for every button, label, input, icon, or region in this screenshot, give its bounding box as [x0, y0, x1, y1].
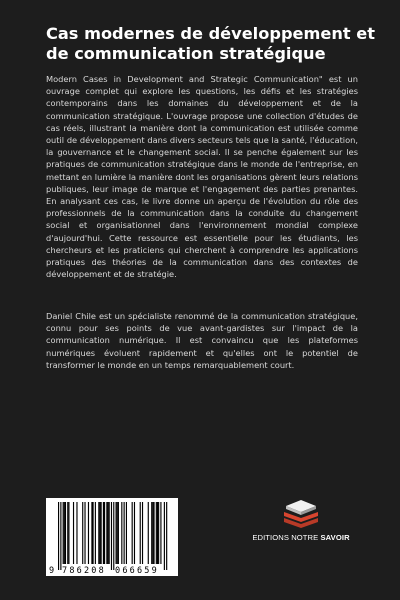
isbn-barcode — [46, 498, 178, 576]
barcode-bar — [151, 502, 152, 564]
barcode-bar — [93, 502, 94, 564]
barcode-bar — [82, 502, 83, 564]
barcode-bar — [95, 502, 96, 564]
publisher-logo — [246, 496, 356, 558]
barcode-bar — [140, 502, 141, 564]
barcode-bar — [84, 502, 85, 564]
barcode-bar — [157, 502, 158, 564]
barcode-bar — [166, 502, 167, 570]
barcode-digits-left: 786208 — [62, 566, 106, 576]
barcode-bar — [98, 502, 99, 564]
barcode-bar — [64, 502, 65, 564]
book-title: Cas modernes de développement et de communication stratégique — [46, 24, 375, 63]
barcode-bar — [68, 502, 69, 564]
barcode-bar — [65, 502, 66, 564]
publisher-name-regular: EDITIONS NOTRE — [252, 533, 319, 542]
barcode-bar — [160, 502, 161, 564]
barcode-digit-first: 9 — [49, 566, 55, 576]
publisher-name-bold: SAVOIR — [320, 533, 350, 542]
barcode-bar — [142, 502, 143, 564]
barcode-bar — [156, 502, 157, 564]
barcode-bar — [103, 502, 104, 564]
barcode-digits-right: 066659 — [115, 566, 159, 576]
book-description: Modern Cases in Development and Strategic Communication" est un ouvrage complet qui explore les questions, les défis et les stratégies contemporains dans les domaines du développement et de la communication stratégique. L'ouvrage propose une collection d'études de cas réels, illustrant la manière dont la communication est utilisée comme outil de développement dans divers secteurs tels que la santé, l'éducation, la gouvernance et le changement social. Il se penche également sur les pratiques de communication stratégique dans le monde de l'entreprise, en mettant en lumière la manière dont les organisations gèrent leurs relations publiques, leur image de marque et l'engagement des parties prenantes. En analysant ces cas, le livre donne un aperçu de l'évolution du rôle des professionnels de la communication dans la conduite du changement social et organisationnel dans l'environnement mondial complexe d'aujourd'hui. Cette ressource est essentielle pour les étudiants, les chercheurs et les praticiens qui cherchent à comprendre les applications pratiques des théories de la communication dans des contextes de développement et de stratégie. — [46, 74, 358, 280]
stacked-books-icon — [280, 496, 322, 530]
barcode-bar — [106, 502, 107, 564]
barcode-bar — [116, 502, 117, 564]
barcode-bar — [58, 502, 59, 570]
barcode-bar — [148, 502, 149, 564]
barcode-bar — [158, 502, 159, 564]
barcode-bar — [126, 502, 127, 564]
barcode-bar — [164, 502, 165, 570]
barcode-bar — [121, 502, 122, 564]
barcode-bar — [60, 502, 61, 570]
barcode-bar — [153, 502, 154, 564]
barcode-bar — [134, 502, 135, 564]
author-bio: Daniel Chile est un spécialiste renommé de la communication stratégique, connu pour ses points de vue avant-gardistes sur l'impact de la communication numérique. Il est convaincu que les plateformes numériques évoluent rapidement et qu'elles ont le potentiel de transformer le monde en un temps remarquablement court. — [46, 311, 358, 370]
barcode-bar — [113, 502, 114, 570]
barcode-bar — [152, 502, 153, 564]
barcode-bar — [104, 502, 105, 564]
publisher-name — [246, 533, 356, 542]
barcode-bar — [111, 502, 112, 570]
barcode-bar — [91, 502, 92, 564]
barcode-bar — [132, 502, 133, 564]
barcode-bar — [107, 502, 108, 564]
barcode-bar — [76, 502, 77, 564]
barcode-bar — [124, 502, 125, 564]
barcode-bar — [73, 502, 74, 564]
barcode-bar — [88, 502, 89, 564]
barcode-bar — [109, 502, 110, 564]
barcode-bar — [101, 502, 102, 564]
barcode-bar — [67, 502, 68, 564]
barcode-bar — [118, 502, 119, 564]
barcode-bar — [99, 502, 100, 564]
barcode-bar — [117, 502, 118, 564]
barcode-bar — [63, 502, 64, 564]
